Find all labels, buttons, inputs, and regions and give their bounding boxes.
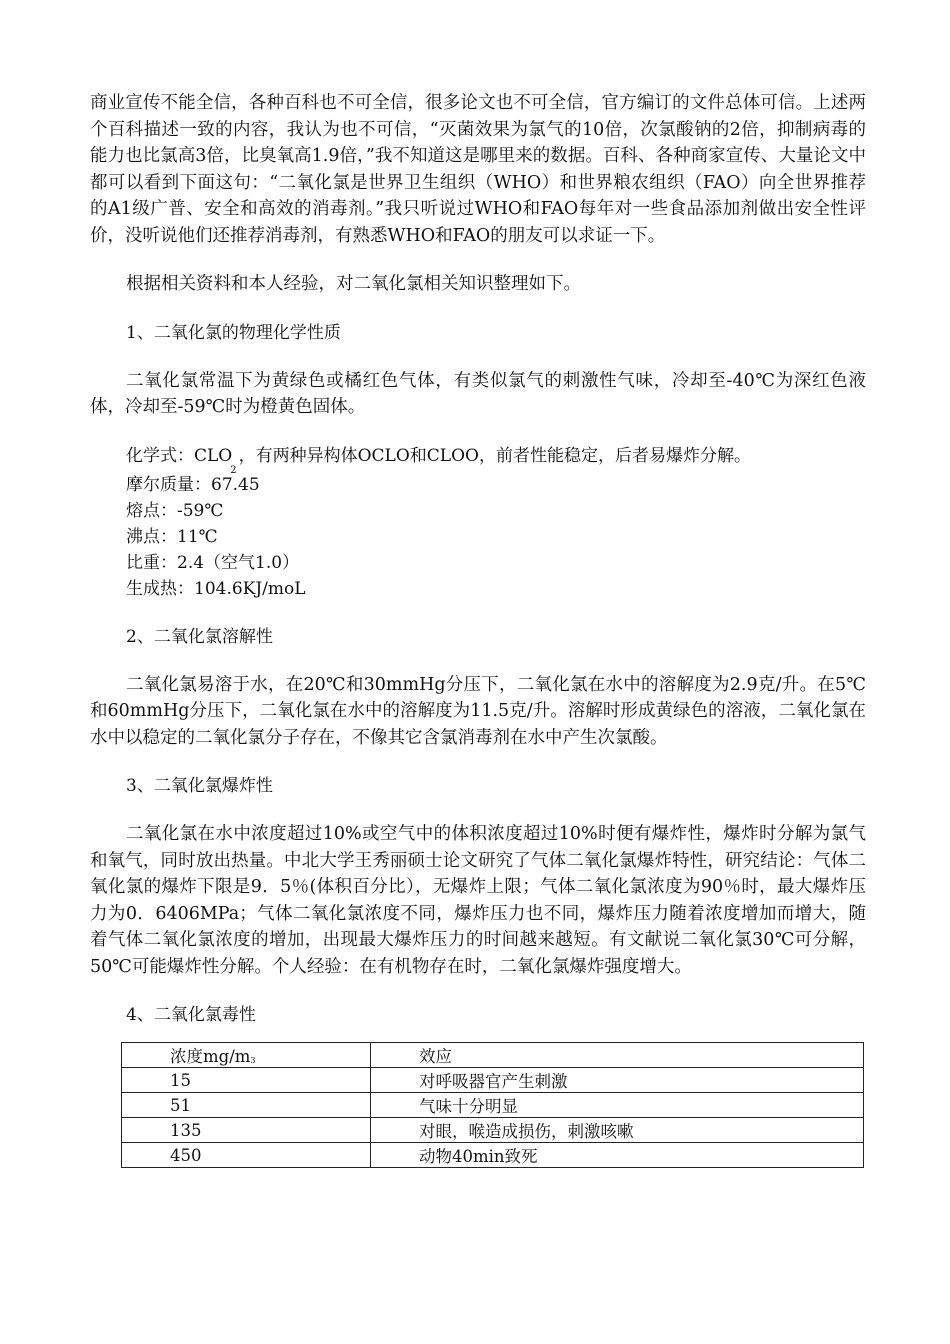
section2-heading: 2、二氧化氯溶解性 (126, 626, 273, 647)
document-page (90, 90, 866, 1168)
toxicity-table (121, 1042, 864, 1168)
melting-point: 熔点：-59℃ (126, 500, 224, 521)
boiling-point: 沸点：11℃ (126, 526, 218, 547)
cell-concentration: 51 (122, 1093, 371, 1118)
cell-concentration: 450 (122, 1143, 371, 1168)
molar-mass: 摩尔质量：67.45 (126, 474, 260, 495)
heat-of-formation: 生成热：104.6KJ/moL (126, 578, 306, 599)
cell-effect: 动物40min致死 (371, 1143, 864, 1168)
section3-body: 二氧化氯在水中浓度超过10%或空气中的体积浓度超过10%时便有爆炸性，爆炸时分解为氯气和氧气，同时放出热量。中北大学王秀丽硕士论文研究了气体二氧化氯爆炸特性，研究结论：气体二氧化氯的爆炸下限是9．5％(体积百分比），无爆炸上限；气体二氧化氯浓度为90％时，最大爆炸压力为0．6406MPa；气体二氧化氯浓度不同，爆炸压力也不同，爆炸压力随着浓度增加而增大，随着气体二氧化氯浓度的增加，出现最大爆炸压力的时间越来越短。有文献说二氧化氯30℃可分解，50℃可能爆炸性分解。个人经验：在有机物存在时，二氧化氯爆炸强度增大。 (90, 824, 866, 977)
cell-effect: 气味十分明显 (371, 1093, 864, 1118)
section1-heading: 1、二氧化氯的物理化学性质 (126, 322, 341, 343)
section2-body: 二氧化氯易溶于水，在20℃和30mmHg分压下，二氧化氯在水中的溶解度为2.9克/升。在5℃和60mmHg分压下，二氧化氯在水中的溶解度为11.5克/升。溶解时形成黄绿色的溶液，二氧化氯在水中以稳定的二氧化氯分子存在，不像其它含氯消毒剂在水中产生次氯酸。 (90, 674, 866, 748)
properties-list (90, 443, 866, 602)
table-row (122, 1118, 864, 1143)
table-row (122, 1093, 864, 1118)
cell-effect: 对呼吸器官产生刺激 (371, 1068, 864, 1093)
specific-gravity: 比重：2.4（空气1.0） (126, 552, 300, 573)
section1-body: 二氧化氯常温下为黄绿色或橘红色气体，有类似氯气的刺激性气味，冷却至-40℃为深红色液体，冷却至-59℃时为橙黄色固体。 (90, 370, 866, 417)
summary-paragraph: 根据相关资料和本人经验，对二氧化氯相关知识整理如下。 (126, 274, 581, 294)
section4-heading: 4、二氧化氯毒性 (126, 1005, 256, 1025)
intro-paragraph: 商业宣传不能全信，各种百科也不可全信，很多论文也不可全信，官方编订的文件总体可信。上述两个百科描述一致的内容，我认为也不可信，“灭菌效果为氯气的10倍，次氯酸钠的2倍，抑制病毒的能力也比氯高3倍，比臭氧高1.9倍，”我不知道这是哪里来的数据。百科、各种商家宣传、大量论文中都可以看到下面这句：“二氧化氯是世界卫生组织（WHO）和世界粮农组织（FAO）向全世界推荐的A1级广普、安全和高效的消毒剂。”我只听说过WHO和FAO每年对一些食品添加剂做出安全性评价，没听说他们还推荐消毒剂，有熟悉WHO和FAO的朋友可以求证一下。 (90, 93, 866, 246)
cell-concentration: 135 (122, 1118, 371, 1143)
header-effect: 效应 (371, 1043, 864, 1068)
table-row (122, 1143, 864, 1168)
section3-heading: 3、二氧化氯爆炸性 (126, 776, 273, 796)
table-header-row (122, 1043, 864, 1068)
table-row (122, 1068, 864, 1093)
cell-effect: 对眼，喉造成损伤，刺激咳嗽 (371, 1118, 864, 1143)
header-concentration: 浓度mg/m3 (122, 1043, 371, 1068)
cell-concentration: 15 (122, 1068, 371, 1093)
formula-line: 化学式：$CLO_2$，有两种异构体OCLO和CLOO，前者性能稳定，后者易爆炸分解。 (126, 445, 751, 476)
